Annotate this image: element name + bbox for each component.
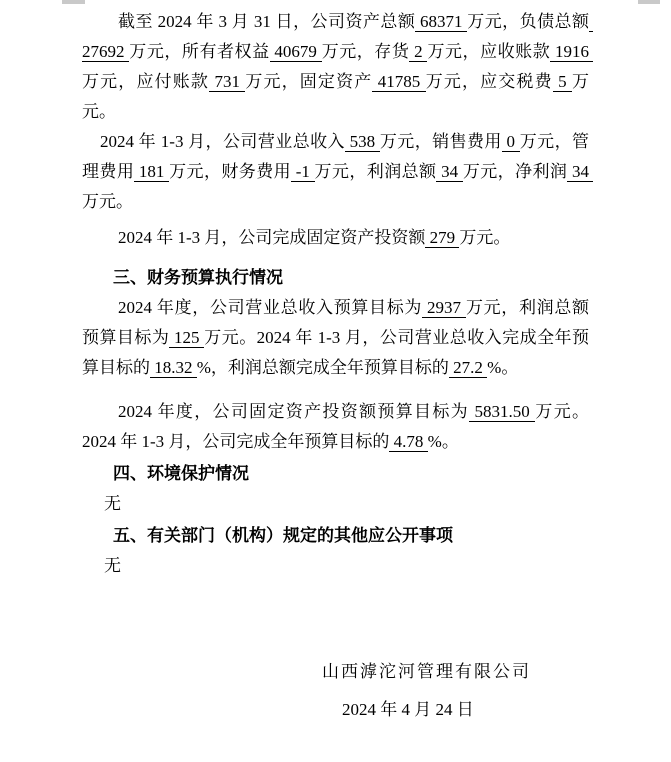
underlined-value: 279 — [425, 228, 460, 247]
text-run: 万元，财务费用 — [169, 162, 292, 181]
underlined-value: 5 — [552, 72, 573, 91]
text-run: 万元，应收账款 — [427, 42, 551, 61]
text-run: 2024 年度，公司营业总收入预算目标为 — [118, 298, 423, 317]
heading-other-disclosures: 五、有关部门（机构）规定的其他应公开事项 — [113, 526, 453, 545]
text-run: 万元，应付账款 — [82, 72, 210, 91]
text-run: 万元，销售费用 — [379, 132, 502, 151]
underlined-value: 27.2 — [448, 358, 488, 377]
text-run: 万元，应交税费 — [425, 72, 553, 91]
paragraph-fixed-asset-budget — [82, 397, 589, 457]
text-run: 万元。2024 年 1-3 月，公司完成全年预算目标的 — [82, 402, 590, 451]
window-edge-artifact-left — [62, 0, 85, 4]
text-run: 万元。 — [82, 72, 590, 121]
text-run: %。 — [427, 432, 459, 451]
underlined-value: 181 — [134, 162, 170, 181]
paragraph-budget-targets — [82, 293, 589, 383]
text-run: 万元。 — [459, 228, 511, 247]
underlined-value: 538 — [345, 132, 380, 151]
underlined-value: 68371 — [415, 12, 468, 31]
underlined-value: 27692 — [82, 12, 594, 61]
text-run: 截至 2024 年 3 月 31 日，公司资产总额 — [118, 12, 416, 31]
underlined-value: 4.78 — [389, 432, 428, 451]
window-edge-artifact-right — [638, 0, 660, 4]
text-run: %。 — [487, 358, 519, 377]
underlined-value: 125 — [169, 328, 205, 347]
text-run: 万元，负债总额 — [467, 12, 590, 31]
paragraph-fixed-asset-investment — [82, 223, 589, 253]
paragraph-operating-results — [82, 127, 594, 217]
text-run: 万元。 — [82, 192, 133, 211]
underlined-value: 2 — [409, 42, 428, 61]
text-run: 2024 年度，公司固定资产投资额预算目标为 — [118, 402, 469, 421]
none-text-environment: 无 — [104, 494, 121, 513]
heading-budget-execution: 三、财务预算执行情况 — [113, 268, 283, 287]
none-text-other: 无 — [104, 556, 121, 575]
text-run: 万元，所有者权益 — [129, 42, 270, 61]
text-run: 万元。2024 年 1-3 月，公司营业总收入完成全年预算目标的 — [82, 328, 590, 377]
underlined-value: 34 — [436, 162, 463, 181]
underlined-value: 5831.50 — [468, 402, 536, 421]
underlined-value: 40679 — [269, 42, 322, 61]
underlined-value: 1916 — [550, 42, 594, 61]
text-run: 万元，固定资产 — [245, 72, 373, 91]
document-body — [82, 7, 594, 725]
text-run: 万元，存货 — [321, 42, 410, 61]
underlined-value: 18.32 — [150, 358, 197, 377]
underlined-value: 34 — [567, 162, 594, 181]
text-run: 2024 年 1-3 月，公司营业总收入 — [100, 132, 345, 151]
heading-environmental-protection: 四、环境保护情况 — [113, 464, 249, 483]
underlined-value: 731 — [209, 72, 246, 91]
underlined-value: -1 — [291, 162, 315, 181]
text-run: 2024 年 1-3 月，公司完成固定资产投资额 — [118, 228, 426, 247]
signature-date: 2024 年 4 月 24 日 — [342, 700, 474, 719]
underlined-value: 0 — [501, 132, 520, 151]
text-run: 万元，利润总额预算目标为 — [82, 298, 590, 347]
underlined-value: 41785 — [372, 72, 426, 91]
text-run: 万元，利润总额 — [314, 162, 437, 181]
text-run: 万元，净利润 — [462, 162, 568, 181]
text-run: 万元，管理费用 — [82, 132, 590, 181]
paragraph-financial-position — [82, 7, 594, 127]
signature-company-name: 山西滹沱河管理有限公司 — [322, 662, 531, 681]
text-run: %，利润总额完成全年预算目标的 — [196, 358, 449, 377]
underlined-value: 2937 — [422, 298, 466, 317]
